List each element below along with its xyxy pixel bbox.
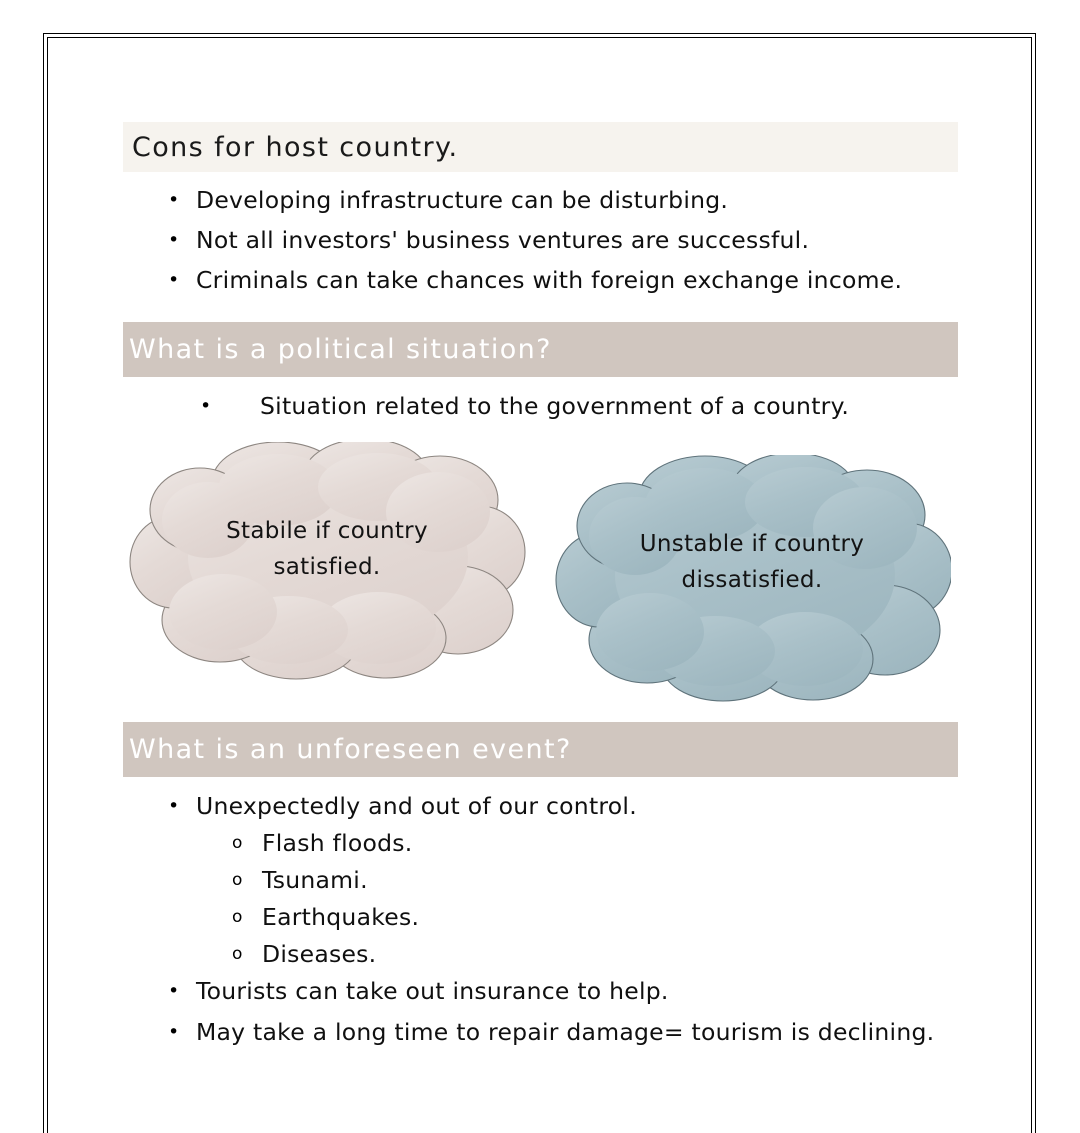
bullet-list-political-situation (200, 392, 990, 428)
list-item-text: Tourists can take out insurance to help. (196, 977, 669, 1005)
list-item (168, 266, 968, 306)
list-item (168, 792, 978, 829)
section-heading-unforeseen-event (123, 722, 958, 777)
list-item (168, 829, 978, 866)
list-item-text: Earthquakes. (262, 903, 420, 931)
bullet-disc-icon: • (168, 1021, 180, 1043)
list-item-text: Flash floods. (262, 829, 413, 857)
list-item-text: Unexpectedly and out of our control. (196, 792, 637, 820)
list-item (168, 186, 968, 226)
bullet-disc-icon: • (168, 229, 180, 251)
cloud-label-line1: Unstable if country (639, 531, 865, 557)
bullet-circle-icon: o (232, 907, 243, 927)
bullet-circle-icon: o (232, 944, 243, 964)
bullet-disc-icon: • (168, 189, 180, 211)
bullet-circle-icon: o (232, 833, 243, 853)
cloud-shape-stable (128, 442, 526, 680)
list-item-text: May take a long time to repair damage= tourism is declining. (196, 1018, 935, 1046)
cloud-shape-unstable (553, 455, 951, 703)
section-heading-text: What is an unforeseen event? (129, 734, 572, 765)
list-item (168, 226, 968, 266)
list-item (168, 1018, 978, 1059)
list-item (168, 940, 978, 977)
cloud-label-line1: Stabile if country (226, 518, 428, 544)
list-item (168, 977, 978, 1018)
bullet-list-cons (168, 186, 968, 306)
cloud-label-line2: satisfied. (273, 553, 381, 580)
cloud-svg-unstable (553, 455, 951, 703)
bullet-list-unforeseen-event (168, 792, 978, 1059)
section-heading-cons (123, 122, 958, 172)
list-item (168, 903, 978, 940)
cloud-svg-stable (128, 442, 526, 680)
section-heading-political-situation (123, 322, 958, 377)
section-heading-text: Cons for host country. (132, 131, 459, 163)
bullet-disc-icon: • (168, 795, 180, 817)
bullet-disc-icon: • (168, 269, 180, 291)
list-item-text: Not all investors' business ventures are successful. (196, 226, 810, 254)
list-item (168, 866, 978, 903)
list-item-text: Situation related to the government of a country. (260, 392, 850, 420)
list-item-text: Diseases. (262, 940, 377, 968)
list-item-text: Tsunami. (262, 866, 368, 894)
list-item-text: Developing infrastructure can be disturbing. (196, 186, 729, 214)
list-item (200, 392, 990, 428)
list-item-text: Criminals can take chances with foreign exchange income. (196, 266, 903, 294)
bullet-circle-icon: o (232, 870, 243, 890)
bullet-disc-icon: • (200, 395, 212, 417)
bullet-disc-icon: • (168, 980, 180, 1002)
section-heading-text: What is a political situation? (129, 334, 552, 365)
cloud-label-line2: dissatisfied. (681, 566, 823, 593)
